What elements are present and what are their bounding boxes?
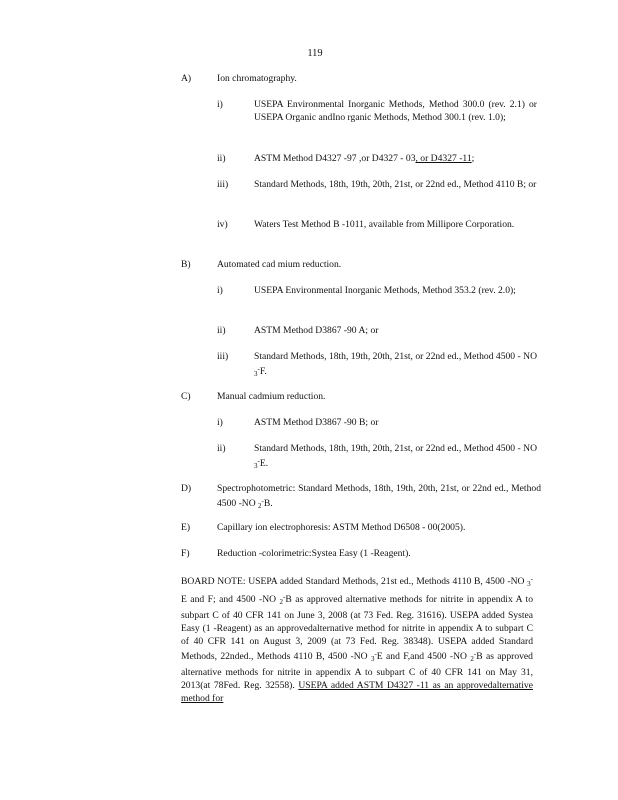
item-text: [254, 442, 537, 473]
section-heading: [217, 482, 541, 513]
section-label: B): [181, 259, 191, 270]
section-heading: Automated cad mium reduction.: [217, 259, 342, 270]
board-note: [181, 573, 533, 705]
note-text: B as approved alternative methods for nitrite in appendix A to subpart C of 40 CFR 141 on June 3, 2008 (at 73 Fed. Reg. 31616). USEPA added Systea Easy (1 -Reagent) as an approvedalternative method for nitrite in appendix A to subpart C of 40 CFR 141 on August 3, 2009 (at 73 Fed. Reg. 38348). USEPA added Standard Methods, 22nded., Methods 4110 B, 4500 -NO: [181, 594, 533, 662]
item-text: USEPA Environmental Inorganic Methods, Method 353.2 (rev. 2.0);: [254, 285, 516, 296]
list-item: [217, 416, 537, 429]
item-label: ii): [217, 153, 226, 164]
list-item: [217, 350, 537, 381]
item-label: iv): [217, 219, 228, 230]
item-text-end: E.: [259, 458, 269, 469]
section-label: D): [181, 483, 192, 494]
section-e: [181, 521, 541, 534]
item-label: i): [217, 417, 223, 428]
section-heading: Manual cadmium reduction.: [217, 391, 326, 402]
subscript: 2: [470, 655, 474, 663]
note-text: E and F; and 4500 -NO: [181, 594, 280, 605]
item-label: ii): [217, 325, 226, 336]
item-text: USEPA Environmental Inorganic Methods, Method 300.0 (rev. 2.1) or USEPA Organic andIno rganic Methods, Method 300.1 (rev. 1.0);: [254, 99, 537, 123]
section-c: [181, 390, 541, 403]
list-item: [217, 178, 537, 191]
subscript: 3: [527, 580, 531, 588]
item-text: [254, 152, 537, 165]
amended-text: , or D4327 -11: [415, 153, 472, 164]
note-text: B as approved alternative methods for nitrite in appendix A to subpart C of 40 CFR 141 on May 31, 2013(at 78Fed. Reg. 32558).: [181, 651, 533, 691]
section-heading: Reduction -colorimetric:Systea Easy (1 -Reagent).: [217, 548, 411, 559]
section-text-main: Spectrophotometric: Standard Methods, 18th, 19th, 20th, 21st, or 22nd ed., Method 4500 -NO: [217, 483, 541, 509]
page-number: 119: [307, 48, 323, 59]
amended-note-text: USEPA added ASTM D4327 -11 as an approvedalternative method for: [181, 680, 533, 704]
item-label: i): [217, 285, 223, 296]
superscript: -: [257, 457, 260, 465]
item-text: ASTM Method D3867 -90 A; or: [254, 325, 379, 336]
section-a: [181, 72, 541, 85]
superscript: -: [374, 650, 377, 658]
item-text: Standard Methods, 18th, 19th, 20th, 21st, or 22nd ed., Method 4110 B; or: [254, 179, 537, 190]
superscript: -: [283, 593, 286, 601]
subscript: 2: [258, 502, 262, 510]
superscript: -: [473, 650, 477, 658]
section-label: C): [181, 391, 191, 402]
list-item: [217, 442, 537, 473]
section-f: [181, 547, 541, 560]
subscript: 3: [254, 370, 258, 378]
subscript: 2: [279, 598, 284, 606]
note-text: E and F,and 4500 -NO: [376, 651, 471, 662]
item-text: [254, 350, 537, 381]
list-item: [217, 324, 537, 337]
section-d: [181, 482, 541, 513]
item-text: Waters Test Method B -1011, available from Millipore Corporation.: [254, 219, 515, 230]
section-heading: Ion chromatography.: [217, 73, 297, 84]
superscript: -: [530, 575, 533, 583]
section-b: [181, 258, 541, 271]
item-label: i): [217, 99, 223, 110]
superscript: -: [261, 497, 264, 505]
item-text-end: F.: [259, 366, 267, 377]
subscript: 3: [254, 462, 258, 470]
list-item: [217, 152, 537, 165]
list-item: [217, 218, 537, 231]
item-text-main: ASTM Method D4327 -97 ,or D4327 - 03: [254, 153, 416, 164]
list-item: [217, 98, 537, 124]
section-label: E): [181, 522, 191, 533]
item-text-end: ;: [471, 153, 475, 164]
item-label: iii): [217, 351, 229, 362]
item-text: ASTM Method D3867 -90 B; or: [254, 417, 379, 428]
item-text-main: Standard Methods, 18th, 19th, 20th, 21st, or 22nd ed., Method 4500 - NO: [254, 443, 537, 454]
item-text-main: Standard Methods, 18th, 19th, 20th, 21st, or 22nd ed., Method 4500 - NO: [254, 351, 537, 362]
section-label: F): [181, 548, 190, 559]
section-text-end: B.: [263, 498, 273, 509]
note-text: BOARD NOTE: USEPA added Standard Methods, 21st ed., Methods 4110 B, 4500 -NO: [181, 576, 528, 587]
list-item: [217, 284, 537, 297]
item-label: iii): [217, 179, 229, 190]
subscript: 3: [370, 655, 375, 663]
section-heading: Capillary ion electrophoresis: ASTM Method D6508 - 00(2005).: [217, 522, 466, 533]
superscript: -: [257, 365, 260, 373]
item-label: ii): [217, 443, 226, 454]
section-label: A): [181, 73, 192, 84]
